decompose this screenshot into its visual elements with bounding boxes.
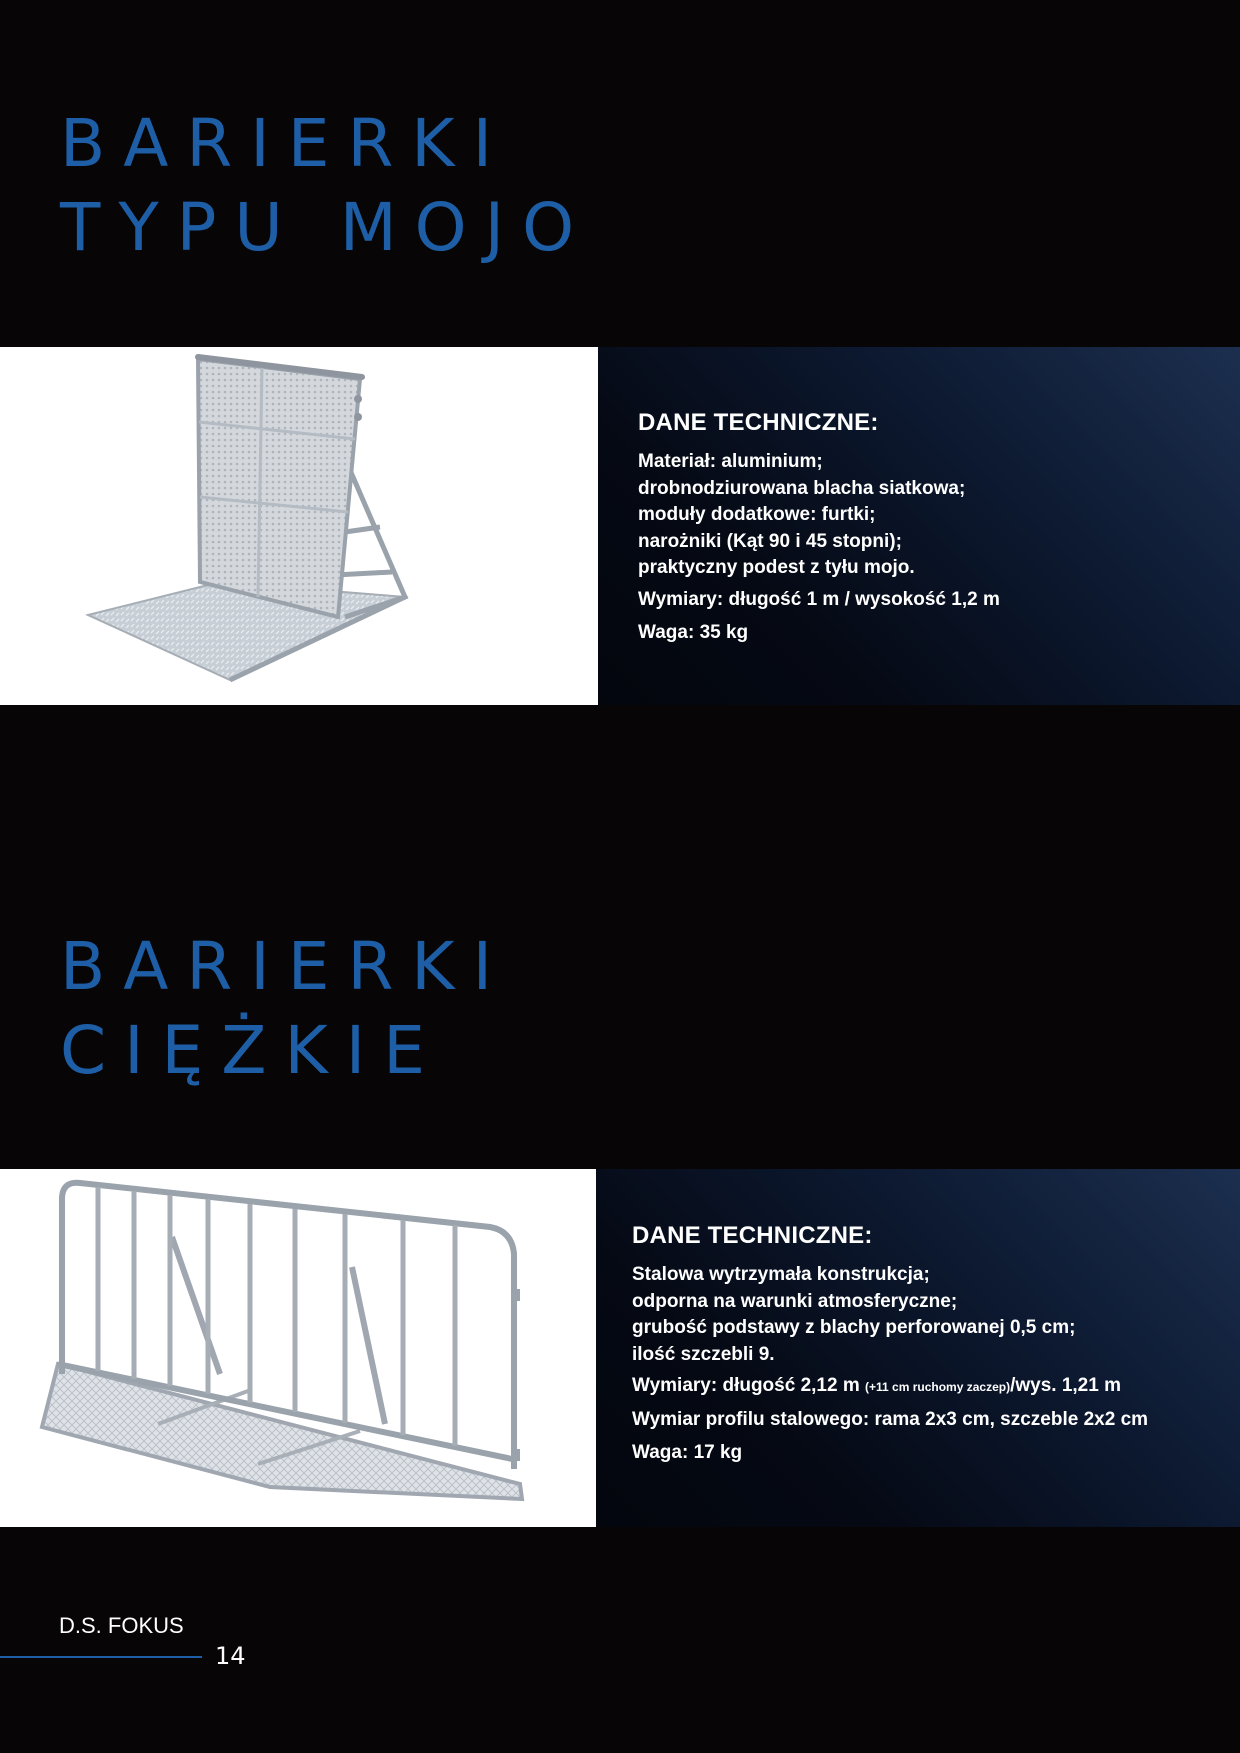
spec-list [638,449,1240,582]
spec-dimensions [632,1373,1240,1400]
spec-panel-mojo [598,347,1240,705]
spec-list [632,1262,1240,1368]
spec-profile: Wymiar profilu stalowego: rama 2x3 cm, szczeble 2x2 cm [632,1409,1149,1430]
footer-divider [0,1656,202,1658]
page-number: 14 [215,1642,246,1670]
spec-panel-heavy [596,1169,1240,1527]
dimensions-suffix: /wys. 1,21 m [1010,1375,1121,1396]
spec-item: drobnodziurowana blacha siatkowa; [638,477,966,499]
dimensions-note: (+11 cm ruchomy zaczep) [865,1380,1011,1394]
spec-item: Materiał: aluminium; [638,451,823,472]
spec-item: Stalowa wytrzymała konstrukcja; [632,1264,930,1285]
spec-item: odporna na warunki atmosferyczne; [632,1290,958,1312]
title-line: CIĘŻKIE [60,1012,443,1089]
heavy-barrier-image [0,1169,596,1527]
spec-item: praktyczny podest z tyłu mojo. [638,557,915,578]
spec-weight: Waga: 35 kg [638,621,749,643]
spec-heading: DANE TECHNICZNE: [632,1222,873,1249]
title-line: TYPU MOJO [60,189,593,266]
spec-item: ilość szczebli 9. [632,1343,775,1365]
spec-item: narożniki (Kąt 90 i 45 stopni); [638,530,902,552]
section-title-heavy [60,925,510,1093]
footer-brand: D.S. FOKUS [59,1613,184,1638]
mojo-barrier-image [0,347,598,705]
spec-weight: Waga: 17 kg [632,1442,743,1463]
spec-item: grubość podstawy z blachy perforowanej 0,5 cm; [632,1317,1076,1338]
spec-heading: DANE TECHNICZNE: [638,409,879,436]
spec-item: moduły dodatkowe: furtki; [638,504,876,525]
title-line: BARIERKI [60,928,511,1005]
title-line: BARIERKI [60,105,511,182]
section-title-mojo [60,102,592,270]
spec-dimensions: Wymiary: długość 1 m / wysokość 1,2 m [638,588,1000,610]
dimensions-prefix: Wymiary: długość 2,12 m [632,1375,866,1396]
